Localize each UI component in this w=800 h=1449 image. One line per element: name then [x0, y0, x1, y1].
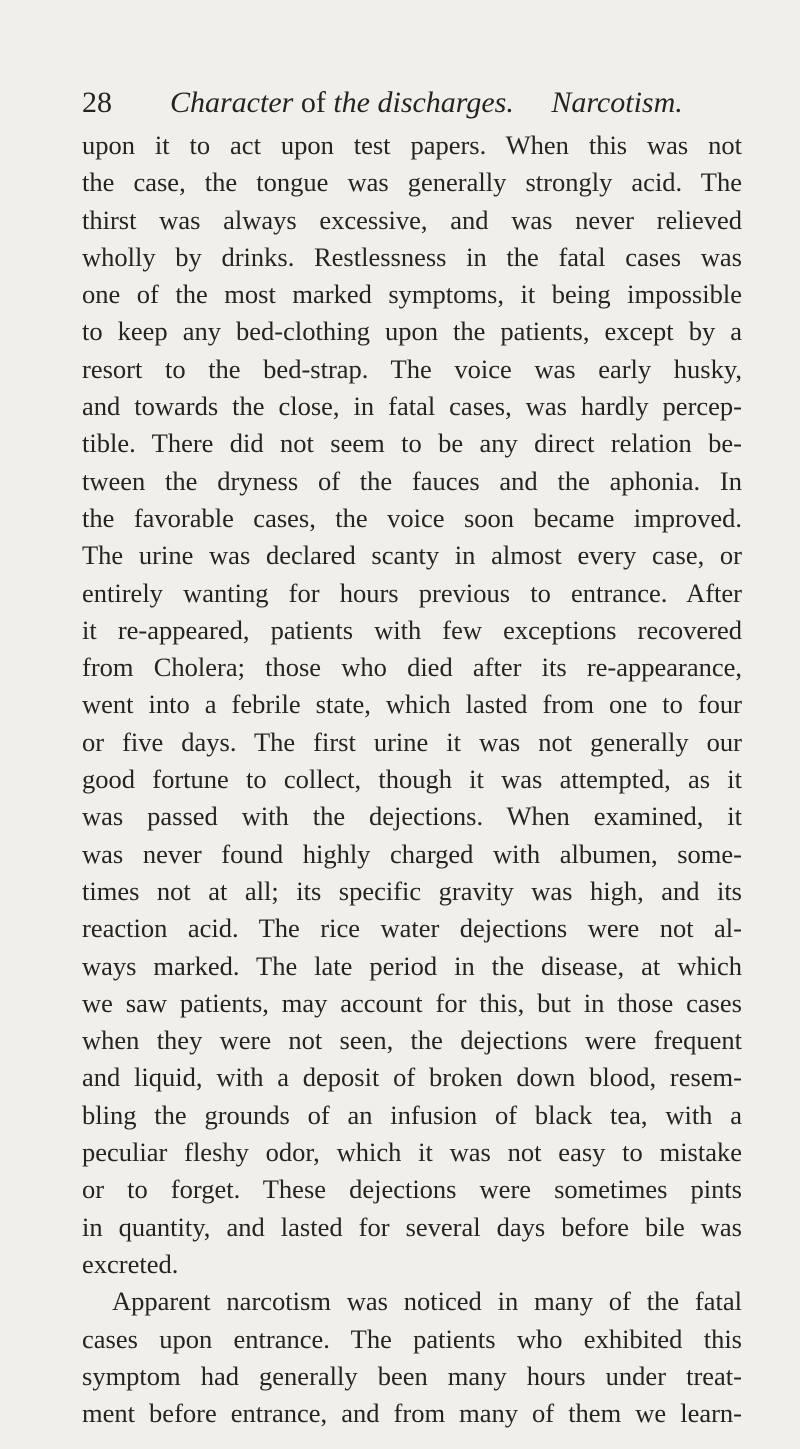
text-line: wholly by drinks. Restlessness in the fatal cases was — [82, 241, 742, 272]
text-line: ways marked. The late period in the disease, at which — [82, 950, 742, 981]
text-line: thirst was always excessive, and was never relieved — [82, 204, 742, 235]
text-line: went into a febrile state, which lasted from one to four — [82, 689, 742, 720]
text-line: symptom had generally been many hours under treat- — [82, 1360, 742, 1391]
text-line: or to forget. These dejections were sometimes pints — [82, 1174, 742, 1205]
text-line: upon it to act upon test papers. When this was not — [82, 130, 742, 160]
text-line: cases upon entrance. The patients who exhibited this — [82, 1323, 742, 1354]
text-line: to keep any bed-clothing upon the patients, except by a — [82, 316, 742, 347]
text-line: we saw patients, may account for this, but in those cases — [82, 987, 742, 1018]
text-line: the favorable cases, the voice soon became improved. — [82, 502, 742, 533]
text-line: or five days. The first urine it was not generally our — [82, 726, 742, 757]
text-line: in quantity, and lasted for several days before bile was — [82, 1211, 742, 1242]
running-head — [82, 86, 722, 126]
text-line: and towards the close, in fatal cases, was hardly percep- — [82, 391, 742, 422]
text-line: bling the grounds of an infusion of black tea, with a — [82, 1099, 742, 1130]
text-line: excreted. — [82, 1248, 179, 1279]
running-head-title-part: Character — [170, 86, 301, 119]
running-head-title — [170, 86, 683, 120]
text-line: times not at all; its specific gravity was high, and its — [82, 875, 742, 906]
text-line: tween the dryness of the fauces and the aphonia. In — [82, 465, 742, 496]
running-head-title-part: Narcotism. — [551, 86, 683, 119]
text-line: and liquid, with a deposit of broken down blood, resem- — [82, 1062, 742, 1093]
text-line: ment before entrance, and from many of them we learn- — [82, 1398, 742, 1429]
text-line: resort to the bed-strap. The voice was early husky, — [82, 353, 742, 384]
running-head-title-part: the discharges. — [325, 86, 514, 119]
text-line: was passed with the dejections. When examined, it — [82, 801, 742, 832]
text-line: The urine was declared scanty in almost every case, or — [82, 540, 742, 571]
text-line: it re-appeared, patients with few exceptions recovered — [82, 614, 742, 645]
page-number: 28 — [82, 86, 112, 119]
text-line: the case, the tongue was generally strongly acid. The — [82, 167, 742, 198]
text-line: good fortune to collect, though it was attempted, as it — [82, 764, 742, 795]
text-line: entirely wanting for hours previous to entrance. After — [82, 577, 742, 608]
text-line: from Cholera; those who died after its re-appearance, — [82, 652, 742, 683]
body-text — [82, 127, 742, 1432]
running-head-title-part: of — [300, 86, 326, 119]
text-line: one of the most marked symptoms, it being impossible — [82, 279, 742, 310]
text-line: when they were not seen, the dejections were frequent — [82, 1025, 742, 1056]
text-line: was never found highly charged with albumen, some- — [82, 838, 742, 869]
text-line: Apparent narcotism was noticed in many of the fatal — [112, 1286, 742, 1317]
text-line: tible. There did not seem to be any direct relation be- — [82, 428, 742, 459]
text-line: peculiar fleshy odor, which it was not easy to mistake — [82, 1137, 742, 1168]
text-line: reaction acid. The rice water dejections were not al- — [82, 913, 742, 944]
